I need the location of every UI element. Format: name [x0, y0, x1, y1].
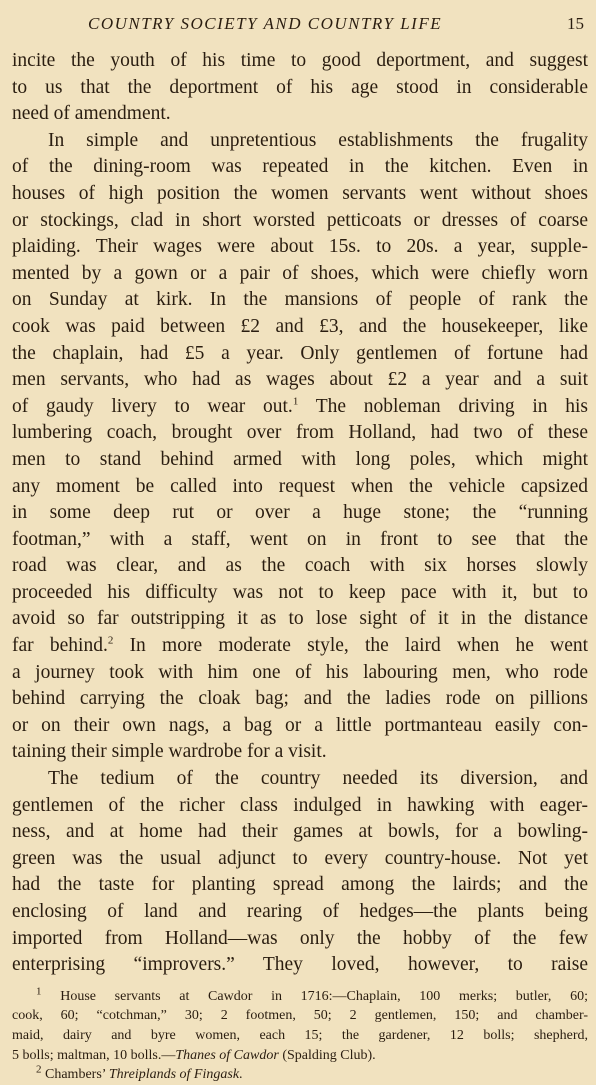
footnote-text: (Spalding Club).: [278, 1047, 376, 1063]
text-segment: In more moderate style, the laird when he went: [129, 635, 589, 657]
page-number: 15: [567, 14, 584, 33]
footnotes: [12, 987, 588, 1085]
text-line: to us that the deportment of his age stood in considerable: [12, 76, 588, 98]
footnote-text: House servants at Cawdor in 1716:—Chaplain, 100 merks; butler, 60;: [60, 988, 588, 1004]
text-line: men servants, who had as wages about £2 a year and a suit: [12, 369, 588, 391]
text-line: enterprising “improvers.” They loved, however, to raise: [12, 954, 588, 976]
text-line-with-note: [12, 394, 588, 421]
running-header: [12, 12, 588, 42]
footnote-line: [12, 987, 588, 1007]
text-line: In simple and unpretentious establishments the frugality: [48, 129, 588, 151]
text-line: plaiding. Their wages were about 15s. to 20s. a year, supple-: [12, 236, 588, 258]
text-line: men to stand behind armed with long poles, which might: [12, 448, 588, 470]
paragraph-1: [12, 48, 588, 128]
footnote-marker: 2: [36, 1063, 42, 1076]
text-line: on Sunday at kirk. In the mansions of people of rank the: [12, 289, 588, 311]
body-text: [12, 48, 588, 979]
footnote-ref: 1: [292, 395, 299, 408]
text-line: any moment be called into request when the vehicle capsized: [12, 475, 588, 497]
text-line: or stockings, clad in short worsted petticoats or dresses of coarse: [12, 209, 588, 231]
text-line: The tedium of the country needed its diversion, and: [48, 768, 588, 790]
text-line: avoid so far outstripping it as to lose sight of it in the distance: [12, 608, 588, 630]
text-line: cook was paid between £2 and £3, and the housekeeper, like: [12, 315, 588, 337]
text-line: road was clear, and as the coach with six horses slowly: [12, 555, 588, 577]
footnote-line: cook, 60; “cotchman,” 30; 2 footmen, 50; 2 gentlemen, 150; and chamber-: [12, 1008, 588, 1024]
text-segment: far behind.: [12, 635, 108, 657]
text-segment: The nobleman driving in his: [315, 395, 589, 417]
footnote-text: Chambers’: [45, 1067, 109, 1083]
paragraph-2: [12, 128, 588, 766]
text-line: enclosing of land and rearing of hedges—the plants being: [12, 901, 588, 922]
citation-title: Threiplands of Fingask: [108, 1067, 240, 1083]
text-line-with-note: [12, 633, 588, 660]
text-line: gentlemen of the richer class indulged in hawking with eager-: [12, 794, 588, 816]
footnote-text: .: [239, 1067, 243, 1083]
footnote-line: maid, dairy and byre women, each 15; the gardener, 12 bolls; shepherd,: [12, 1027, 588, 1043]
text-line: the chaplain, had £5 a year. Only gentlemen of fortune had: [12, 342, 588, 364]
footnote-marker: 1: [36, 985, 42, 998]
text-line: incite the youth of his time to good deportment, and suggest: [12, 50, 588, 71]
text-line: mented by a gown or a pair of shoes, which were chiefly worn: [12, 262, 588, 284]
text-line: footman,” with a staff, went on in front to see that the: [12, 528, 588, 550]
text-line: behind carrying the cloak bag; and the ladies rode on pillions: [12, 688, 588, 710]
text-line: imported from Holland—was only the hobby of the few: [12, 927, 588, 949]
footnote-ref: 2: [107, 634, 114, 647]
text-line: a journey took with him one of his labouring men, who rode: [12, 661, 588, 683]
paragraph-3: [12, 766, 588, 979]
text-line: need of amendment.: [12, 103, 171, 125]
text-line: green was the usual adjunct to every country-house. Not yet: [12, 847, 588, 869]
text-line: taining their simple wardrobe for a visit.: [12, 741, 327, 763]
citation-title: Thanes of Cawdor: [175, 1047, 279, 1063]
footnote-text: 5 bolls; maltman, 10 bolls.—: [12, 1047, 176, 1063]
text-segment: of gaudy livery to wear out.: [12, 395, 293, 417]
text-line: in some deep rut or over a huge stone; the “running: [12, 502, 588, 524]
footnote-line: [12, 1065, 588, 1085]
text-line: proceeded his difficulty was not to keep pace with it, but to: [12, 581, 588, 603]
text-line: houses of high position the women servants went without shoes: [12, 182, 588, 204]
running-title: COUNTRY SOCIETY AND COUNTRY LIFE: [88, 14, 443, 33]
text-line: of the dining-room was repeated in the kitchen. Even in: [12, 156, 588, 178]
text-line: ness, and at home had their games at bowls, for a bowling-: [12, 821, 588, 843]
footnote-line: [12, 1046, 588, 1066]
text-line: or on their own nags, a bag or a little portmanteau easily con-: [12, 714, 588, 736]
text-line: lumbering coach, brought over from Holland, had two of these: [12, 422, 588, 444]
text-line: had the taste for planting spread among the lairds; and the: [12, 874, 588, 896]
